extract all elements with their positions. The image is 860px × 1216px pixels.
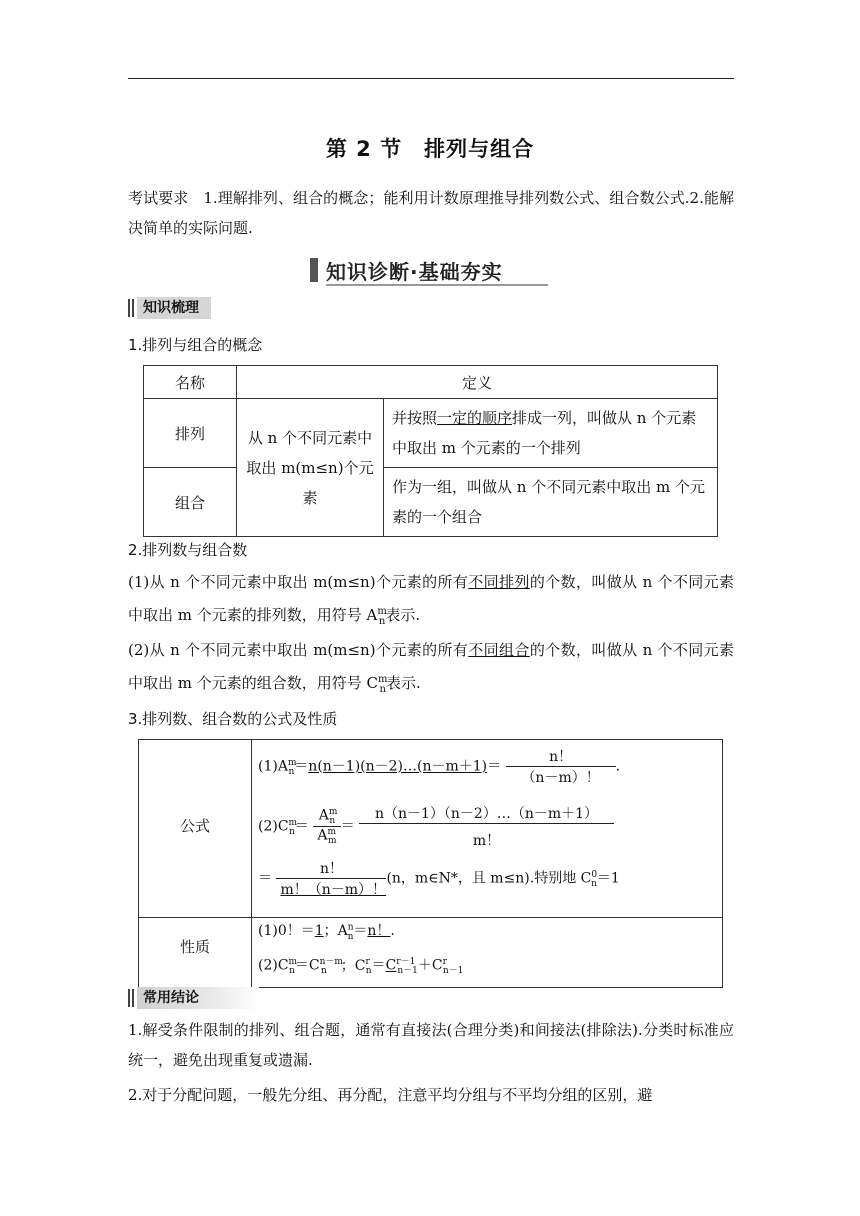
banner-text: 知识诊断·基础夯实 bbox=[326, 260, 503, 284]
property-1: (1)0！＝1；$A^n_n=n$！. bbox=[258, 922, 395, 942]
row-permutation-name: 排列 bbox=[144, 399, 237, 468]
paragraph-permutation-number: (1)从 n 个不同元素中取出 m(m≤n)个元素的所有不同排列的个数，叫做从 n 个不同元素中取出 m 个元素的排列数，用符号 $A^m_n$表示. bbox=[128, 573, 734, 627]
header-rule bbox=[128, 78, 734, 79]
underline-order: 一定的顺序 bbox=[437, 409, 513, 427]
formula-3: ＝ $\frac{n!}{m!(n-m)!}$ (n，m∈N*，且 m≤n).特别地 $C^0_n=1$ bbox=[258, 858, 620, 899]
fraction-2b: $\frac{n(n-1)(n-2)\dots(n-m+1)}{m!}$ bbox=[359, 803, 614, 850]
fraction-3: $\frac{n!}{m!(n-m)!}$ bbox=[276, 858, 386, 899]
exam-req-label: 考试要求 bbox=[128, 189, 189, 207]
tag-knowledge bbox=[128, 297, 234, 319]
heading-1: 1.排列与组合的概念 bbox=[128, 336, 263, 354]
section-title: 第 2 节 排列与组合 bbox=[325, 137, 535, 161]
conclusion-2: 2.对于分配问题，一般先分组、再分配，注意平均分组与不平均分组的区别，避 bbox=[128, 1086, 653, 1104]
heading-2: 2.排列数与组合数 bbox=[128, 541, 248, 559]
property-2: $(2)C^m_n=C^{n-m}_n$ ；$C^r_n=C^{r-1}_{n-1}+C^r_{n-1}$ bbox=[258, 957, 464, 977]
row-combination-name: 组合 bbox=[144, 468, 237, 537]
banner-underline bbox=[326, 284, 548, 286]
tag-stripes bbox=[128, 299, 136, 317]
shared-definition: 从 n 个不同元素中取出 m(m≤n)个元素 bbox=[237, 399, 384, 537]
tag-stripes bbox=[128, 989, 136, 1007]
fraction-1: $\frac{n!}{(n-m)!}$ bbox=[506, 746, 616, 787]
exam-requirements bbox=[128, 183, 734, 243]
tag-conclusions bbox=[128, 987, 378, 1009]
banner-bar bbox=[310, 258, 318, 282]
fraction-2a: $\frac{A^m_n}{A^m_m}$ bbox=[313, 807, 340, 847]
heading-3: 3.排列数、组合数的公式及性质 bbox=[128, 710, 338, 728]
property-label: 性质 bbox=[179, 938, 210, 956]
paragraph-combination-number: (2)从 n 个不同元素中取出 m(m≤n)个元素的所有不同组合的个数，叫做从 n 个不同元素中取出 m 个元素的组合数，用符号 $C^m_n$表示. bbox=[128, 641, 734, 695]
combination-definition: 作为一组，叫做从 n 个不同元素中取出 m 个元素的一个组合 bbox=[384, 468, 718, 537]
tag-label: 常用结论 bbox=[137, 987, 259, 1009]
header-definition: 定义 bbox=[237, 366, 718, 399]
header-name: 名称 bbox=[144, 366, 237, 399]
formula-label: 公式 bbox=[179, 817, 210, 835]
tag-label: 知识梳理 bbox=[137, 297, 211, 319]
formula-2: $(2)C^m_n=$ $\frac{A^m_n}{A^m_m}$ ＝ $\frac{n(n-1)(n-2)\dots(n-m+1)}{m!}$ bbox=[258, 803, 614, 850]
concept-table bbox=[143, 365, 718, 537]
section-banner bbox=[310, 256, 548, 284]
exam-req-text: 1.理解排列、组合的概念；能利用计数原理推导排列数公式、组合数公式.2.能解决简单的实际问题. bbox=[128, 189, 734, 237]
conclusion-1: 1.解受条件限制的排列、组合题，通常有直接法(合理分类)和间接法(排除法).分类时标准应统一，避免出现重复或遗漏. bbox=[128, 1021, 734, 1069]
formula-1: $(1)A^m_n=n(n-1)(n-2)\dots(n-m+1)=$ $\frac{n!}{(n-m)!}$ . bbox=[258, 746, 620, 787]
permutation-definition: 并按照一定的顺序排成一列，叫做从 n 个元素中取出 m 个元素的一个排列 bbox=[384, 399, 718, 468]
